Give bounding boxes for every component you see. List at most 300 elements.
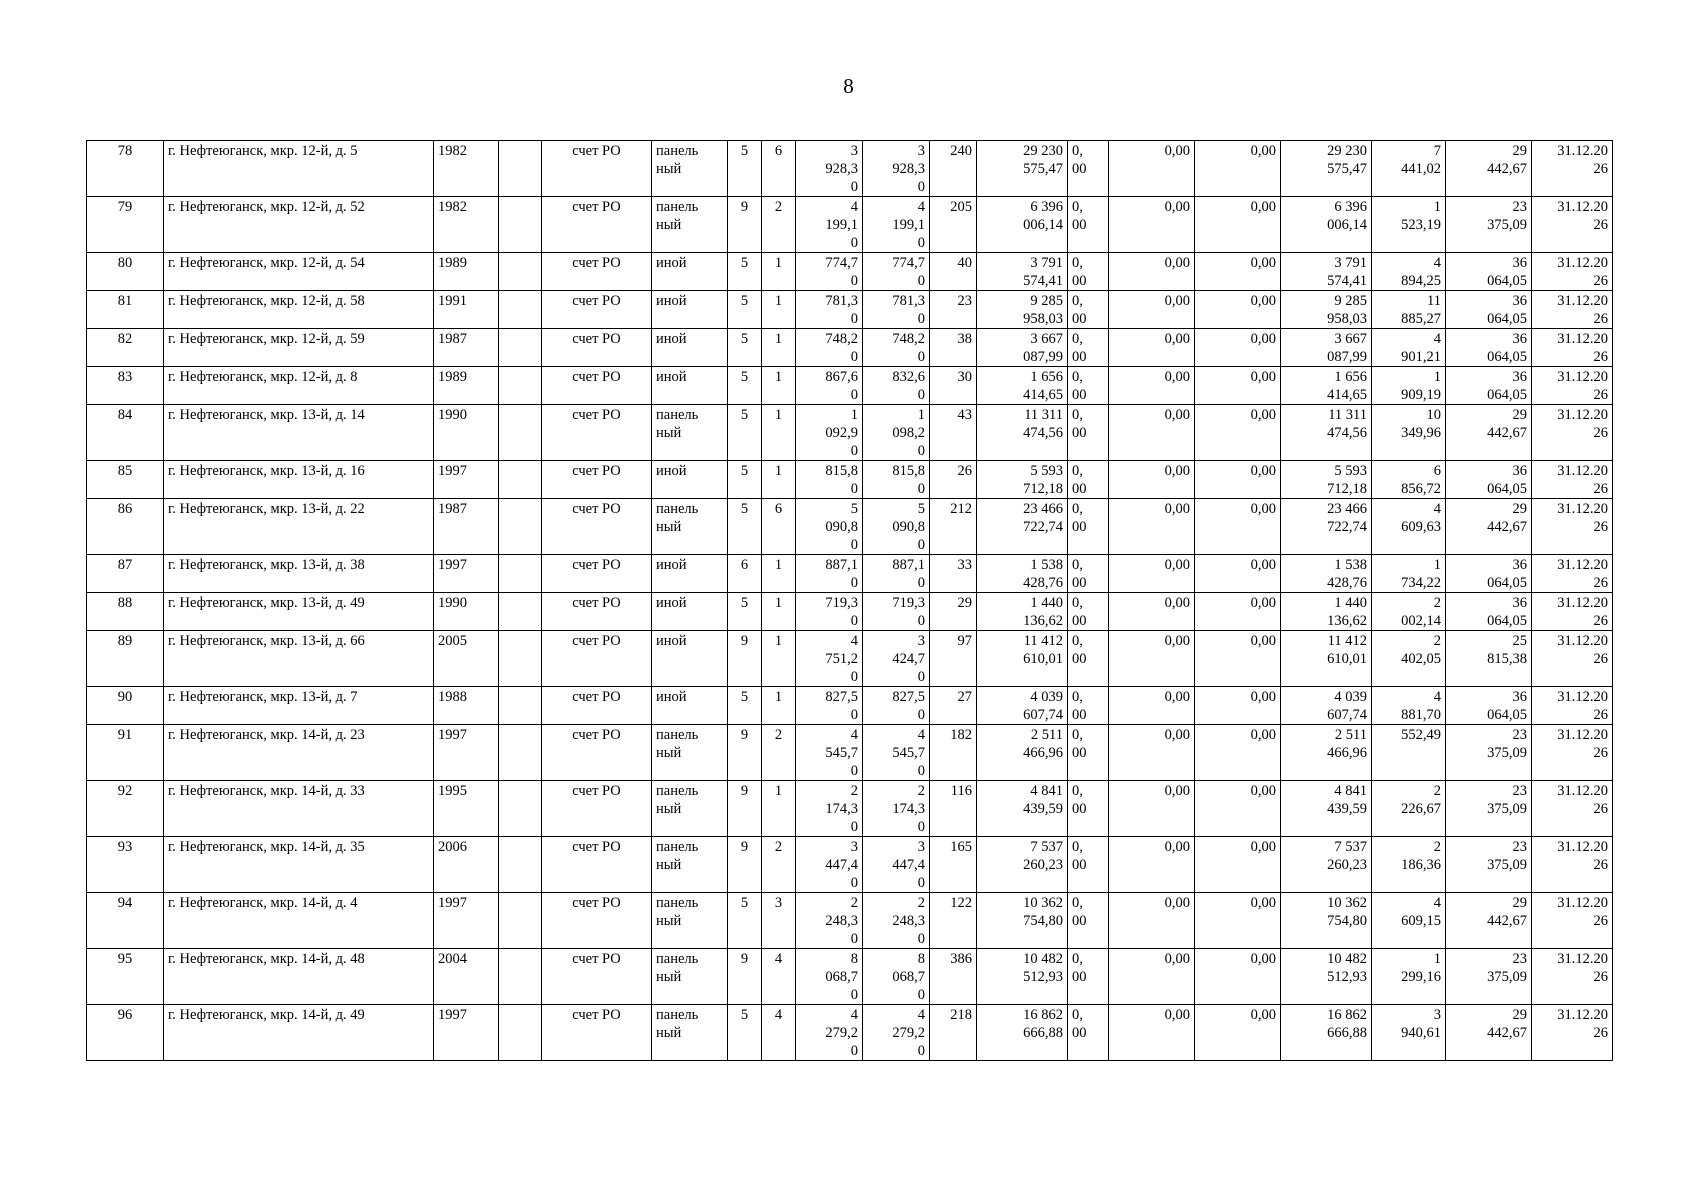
cell-budget-value-2: 0,00 [1195, 197, 1281, 253]
cell-budget-value-1: 0,00 [1109, 631, 1195, 687]
cell-premises-area: 832,6 0 [863, 367, 930, 405]
cell-row-number: 92 [87, 781, 164, 837]
cell-fund-account: счет РО [542, 555, 652, 593]
cell-subsidy-value: 0, 00 [1068, 555, 1109, 593]
cell-empty-cell [499, 593, 542, 631]
cell-residents: 43 [930, 405, 977, 461]
cell-subsidy-value: 0, 00 [1068, 367, 1109, 405]
cell-wall-material: панель ный [652, 781, 728, 837]
cell-premises-area: 774,7 0 [863, 253, 930, 291]
cell-entrances: 2 [762, 725, 796, 781]
cell-empty-cell [499, 725, 542, 781]
cell-owner-funds: 10 482 512,93 [1281, 949, 1372, 1005]
cell-empty-cell [499, 1005, 542, 1061]
cell-budget-value-2: 0,00 [1195, 593, 1281, 631]
cell-empty-cell [499, 687, 542, 725]
cell-row-number: 86 [87, 499, 164, 555]
cell-premises-area: 4 545,7 0 [863, 725, 930, 781]
cell-total-area: 867,6 0 [796, 367, 863, 405]
cell-build-year: 1991 [434, 291, 499, 329]
cell-total-area: 781,3 0 [796, 291, 863, 329]
cell-entrances: 3 [762, 893, 796, 949]
cell-budget-value-2: 0,00 [1195, 1005, 1281, 1061]
cell-budget-value-2: 0,00 [1195, 461, 1281, 499]
cell-completion-date: 31.12.20 26 [1532, 893, 1613, 949]
table-row [87, 555, 1613, 593]
cell-row-number: 81 [87, 291, 164, 329]
cell-unit-cost: 2 002,14 [1372, 593, 1446, 631]
cell-budget-value-2: 0,00 [1195, 329, 1281, 367]
cell-unit-cost: 1 299,16 [1372, 949, 1446, 1005]
cell-build-year: 1990 [434, 593, 499, 631]
cell-empty-cell [499, 197, 542, 253]
cell-completion-date: 31.12.20 26 [1532, 837, 1613, 893]
cell-subsidy-value: 0, 00 [1068, 329, 1109, 367]
cell-wall-material: иной [652, 329, 728, 367]
cell-completion-date: 31.12.20 26 [1532, 631, 1613, 687]
cell-total-area: 4 545,7 0 [796, 725, 863, 781]
cell-total-area: 774,7 0 [796, 253, 863, 291]
cell-entrances: 1 [762, 405, 796, 461]
table-row [87, 949, 1613, 1005]
cell-owner-funds: 10 362 754,80 [1281, 893, 1372, 949]
cell-row-number: 82 [87, 329, 164, 367]
cell-budget-value-1: 0,00 [1109, 329, 1195, 367]
cell-budget-value-1: 0,00 [1109, 781, 1195, 837]
cell-residents: 97 [930, 631, 977, 687]
cell-owner-funds: 23 466 722,74 [1281, 499, 1372, 555]
housing-table [86, 140, 1613, 1061]
cell-address: г. Нефтеюганск, мкр. 13-й, д. 14 [164, 405, 434, 461]
cell-build-year: 1982 [434, 141, 499, 197]
cell-row-number: 84 [87, 405, 164, 461]
cell-subsidy-value: 0, 00 [1068, 197, 1109, 253]
cell-total-area: 4 751,2 0 [796, 631, 863, 687]
cell-residents: 122 [930, 893, 977, 949]
cell-address: г. Нефтеюганск, мкр. 14-й, д. 33 [164, 781, 434, 837]
cell-subsidy-value: 0, 00 [1068, 499, 1109, 555]
cell-subsidy-value: 0, 00 [1068, 141, 1109, 197]
cell-total-cost: 1 656 414,65 [977, 367, 1068, 405]
cell-premises-area: 2 248,3 0 [863, 893, 930, 949]
cell-wall-material: панель ный [652, 1005, 728, 1061]
cell-address: г. Нефтеюганск, мкр. 13-й, д. 22 [164, 499, 434, 555]
cell-premises-area: 3 928,3 0 [863, 141, 930, 197]
cell-fund-account: счет РО [542, 461, 652, 499]
cell-subsidy-value: 0, 00 [1068, 405, 1109, 461]
cell-completion-date: 31.12.20 26 [1532, 949, 1613, 1005]
cell-owner-funds: 6 396 006,14 [1281, 197, 1372, 253]
cell-floors: 5 [728, 687, 762, 725]
cell-unit-cost: 552,49 [1372, 725, 1446, 781]
cell-total-cost: 6 396 006,14 [977, 197, 1068, 253]
cell-owner-funds: 1 538 428,76 [1281, 555, 1372, 593]
cell-owner-funds: 4 841 439,59 [1281, 781, 1372, 837]
cell-owner-funds: 11 311 474,56 [1281, 405, 1372, 461]
cell-budget-value-1: 0,00 [1109, 197, 1195, 253]
cell-subsidy-value: 0, 00 [1068, 253, 1109, 291]
cell-cost-limit: 36 064,05 [1446, 461, 1532, 499]
cell-premises-area: 3 424,7 0 [863, 631, 930, 687]
cell-subsidy-value: 0, 00 [1068, 893, 1109, 949]
cell-build-year: 1997 [434, 725, 499, 781]
cell-completion-date: 31.12.20 26 [1532, 725, 1613, 781]
table-row [87, 141, 1613, 197]
cell-completion-date: 31.12.20 26 [1532, 329, 1613, 367]
cell-budget-value-2: 0,00 [1195, 141, 1281, 197]
cell-residents: 26 [930, 461, 977, 499]
cell-floors: 5 [728, 329, 762, 367]
cell-empty-cell [499, 781, 542, 837]
cell-address: г. Нефтеюганск, мкр. 13-й, д. 66 [164, 631, 434, 687]
cell-address: г. Нефтеюганск, мкр. 13-й, д. 49 [164, 593, 434, 631]
cell-budget-value-1: 0,00 [1109, 593, 1195, 631]
cell-wall-material: иной [652, 291, 728, 329]
cell-row-number: 89 [87, 631, 164, 687]
cell-fund-account: счет РО [542, 1005, 652, 1061]
cell-address: г. Нефтеюганск, мкр. 13-й, д. 7 [164, 687, 434, 725]
cell-address: г. Нефтеюганск, мкр. 13-й, д. 38 [164, 555, 434, 593]
table-row [87, 291, 1613, 329]
cell-budget-value-1: 0,00 [1109, 405, 1195, 461]
cell-total-area: 3 928,3 0 [796, 141, 863, 197]
cell-total-area: 2 174,3 0 [796, 781, 863, 837]
cell-total-cost: 10 362 754,80 [977, 893, 1068, 949]
cell-floors: 9 [728, 949, 762, 1005]
cell-row-number: 94 [87, 893, 164, 949]
cell-owner-funds: 9 285 958,03 [1281, 291, 1372, 329]
cell-cost-limit: 29 442,67 [1446, 1005, 1532, 1061]
cell-unit-cost: 2 186,36 [1372, 837, 1446, 893]
cell-cost-limit: 36 064,05 [1446, 253, 1532, 291]
cell-unit-cost: 4 881,70 [1372, 687, 1446, 725]
cell-wall-material: панель ный [652, 725, 728, 781]
cell-cost-limit: 36 064,05 [1446, 329, 1532, 367]
cell-wall-material: иной [652, 367, 728, 405]
cell-address: г. Нефтеюганск, мкр. 14-й, д. 35 [164, 837, 434, 893]
cell-subsidy-value: 0, 00 [1068, 687, 1109, 725]
cell-cost-limit: 25 815,38 [1446, 631, 1532, 687]
cell-wall-material: панель ный [652, 405, 728, 461]
cell-subsidy-value: 0, 00 [1068, 1005, 1109, 1061]
cell-total-area: 8 068,7 0 [796, 949, 863, 1005]
cell-entrances: 6 [762, 141, 796, 197]
cell-empty-cell [499, 949, 542, 1005]
cell-budget-value-2: 0,00 [1195, 253, 1281, 291]
cell-address: г. Нефтеюганск, мкр. 14-й, д. 23 [164, 725, 434, 781]
cell-budget-value-1: 0,00 [1109, 555, 1195, 593]
cell-entrances: 1 [762, 253, 796, 291]
table-row [87, 253, 1613, 291]
cell-total-cost: 1 538 428,76 [977, 555, 1068, 593]
cell-empty-cell [499, 141, 542, 197]
cell-total-cost: 7 537 260,23 [977, 837, 1068, 893]
cell-owner-funds: 1 656 414,65 [1281, 367, 1372, 405]
cell-total-area: 1 092,9 0 [796, 405, 863, 461]
cell-address: г. Нефтеюганск, мкр. 12-й, д. 54 [164, 253, 434, 291]
table-row [87, 687, 1613, 725]
cell-subsidy-value: 0, 00 [1068, 631, 1109, 687]
cell-entrances: 1 [762, 461, 796, 499]
cell-premises-area: 887,1 0 [863, 555, 930, 593]
cell-total-area: 827,5 0 [796, 687, 863, 725]
cell-empty-cell [499, 499, 542, 555]
cell-floors: 9 [728, 197, 762, 253]
cell-subsidy-value: 0, 00 [1068, 781, 1109, 837]
cell-completion-date: 31.12.20 26 [1532, 781, 1613, 837]
cell-build-year: 1989 [434, 253, 499, 291]
cell-cost-limit: 36 064,05 [1446, 687, 1532, 725]
cell-owner-funds: 2 511 466,96 [1281, 725, 1372, 781]
cell-budget-value-1: 0,00 [1109, 141, 1195, 197]
cell-row-number: 95 [87, 949, 164, 1005]
cell-address: г. Нефтеюганск, мкр. 12-й, д. 58 [164, 291, 434, 329]
cell-total-cost: 5 593 712,18 [977, 461, 1068, 499]
cell-wall-material: иной [652, 631, 728, 687]
cell-row-number: 78 [87, 141, 164, 197]
cell-budget-value-1: 0,00 [1109, 893, 1195, 949]
cell-entrances: 1 [762, 555, 796, 593]
table-row [87, 725, 1613, 781]
cell-entrances: 2 [762, 197, 796, 253]
cell-completion-date: 31.12.20 26 [1532, 197, 1613, 253]
cell-wall-material: панель ный [652, 949, 728, 1005]
cell-row-number: 87 [87, 555, 164, 593]
cell-completion-date: 31.12.20 26 [1532, 687, 1613, 725]
cell-unit-cost: 4 894,25 [1372, 253, 1446, 291]
cell-empty-cell [499, 253, 542, 291]
cell-residents: 116 [930, 781, 977, 837]
cell-row-number: 85 [87, 461, 164, 499]
table-row [87, 837, 1613, 893]
cell-budget-value-2: 0,00 [1195, 555, 1281, 593]
cell-floors: 5 [728, 1005, 762, 1061]
cell-residents: 386 [930, 949, 977, 1005]
cell-premises-area: 815,8 0 [863, 461, 930, 499]
table-row [87, 329, 1613, 367]
cell-cost-limit: 23 375,09 [1446, 197, 1532, 253]
cell-wall-material: иной [652, 593, 728, 631]
cell-build-year: 1997 [434, 461, 499, 499]
cell-unit-cost: 6 856,72 [1372, 461, 1446, 499]
cell-unit-cost: 2 226,67 [1372, 781, 1446, 837]
cell-row-number: 91 [87, 725, 164, 781]
cell-row-number: 93 [87, 837, 164, 893]
cell-empty-cell [499, 461, 542, 499]
cell-budget-value-2: 0,00 [1195, 405, 1281, 461]
cell-subsidy-value: 0, 00 [1068, 461, 1109, 499]
cell-unit-cost: 10 349,96 [1372, 405, 1446, 461]
cell-row-number: 88 [87, 593, 164, 631]
cell-residents: 40 [930, 253, 977, 291]
cell-entrances: 6 [762, 499, 796, 555]
cell-budget-value-1: 0,00 [1109, 1005, 1195, 1061]
cell-entrances: 1 [762, 781, 796, 837]
cell-premises-area: 748,2 0 [863, 329, 930, 367]
cell-budget-value-1: 0,00 [1109, 837, 1195, 893]
cell-build-year: 1987 [434, 499, 499, 555]
cell-total-area: 748,2 0 [796, 329, 863, 367]
cell-fund-account: счет РО [542, 141, 652, 197]
table-row [87, 593, 1613, 631]
cell-wall-material: панель ный [652, 141, 728, 197]
table-row [87, 893, 1613, 949]
table-row [87, 499, 1613, 555]
cell-premises-area: 4 279,2 0 [863, 1005, 930, 1061]
cell-completion-date: 31.12.20 26 [1532, 499, 1613, 555]
cell-wall-material: панель ный [652, 499, 728, 555]
cell-address: г. Нефтеюганск, мкр. 12-й, д. 52 [164, 197, 434, 253]
cell-total-cost: 4 841 439,59 [977, 781, 1068, 837]
cell-total-area: 887,1 0 [796, 555, 863, 593]
cell-build-year: 1987 [434, 329, 499, 367]
cell-completion-date: 31.12.20 26 [1532, 291, 1613, 329]
cell-address: г. Нефтеюганск, мкр. 12-й, д. 8 [164, 367, 434, 405]
cell-entrances: 1 [762, 291, 796, 329]
cell-completion-date: 31.12.20 26 [1532, 1005, 1613, 1061]
cell-cost-limit: 29 442,67 [1446, 405, 1532, 461]
cell-floors: 9 [728, 781, 762, 837]
cell-entrances: 4 [762, 949, 796, 1005]
cell-total-cost: 2 511 466,96 [977, 725, 1068, 781]
cell-floors: 5 [728, 367, 762, 405]
cell-build-year: 1997 [434, 1005, 499, 1061]
cell-build-year: 2006 [434, 837, 499, 893]
cell-residents: 182 [930, 725, 977, 781]
table-row [87, 405, 1613, 461]
cell-empty-cell [499, 893, 542, 949]
cell-cost-limit: 23 375,09 [1446, 725, 1532, 781]
cell-premises-area: 4 199,1 0 [863, 197, 930, 253]
cell-fund-account: счет РО [542, 949, 652, 1005]
cell-empty-cell [499, 555, 542, 593]
cell-residents: 29 [930, 593, 977, 631]
cell-owner-funds: 7 537 260,23 [1281, 837, 1372, 893]
cell-fund-account: счет РО [542, 781, 652, 837]
cell-budget-value-2: 0,00 [1195, 631, 1281, 687]
cell-unit-cost: 4 901,21 [1372, 329, 1446, 367]
table-row [87, 781, 1613, 837]
cell-unit-cost: 1 734,22 [1372, 555, 1446, 593]
cell-residents: 240 [930, 141, 977, 197]
cell-cost-limit: 36 064,05 [1446, 555, 1532, 593]
cell-total-cost: 16 862 666,88 [977, 1005, 1068, 1061]
cell-unit-cost: 4 609,63 [1372, 499, 1446, 555]
table-row [87, 631, 1613, 687]
cell-budget-value-1: 0,00 [1109, 949, 1195, 1005]
cell-fund-account: счет РО [542, 197, 652, 253]
cell-completion-date: 31.12.20 26 [1532, 405, 1613, 461]
cell-premises-area: 5 090,8 0 [863, 499, 930, 555]
cell-row-number: 79 [87, 197, 164, 253]
cell-subsidy-value: 0, 00 [1068, 725, 1109, 781]
cell-residents: 23 [930, 291, 977, 329]
cell-total-cost: 11 311 474,56 [977, 405, 1068, 461]
cell-fund-account: счет РО [542, 893, 652, 949]
cell-subsidy-value: 0, 00 [1068, 837, 1109, 893]
cell-completion-date: 31.12.20 26 [1532, 461, 1613, 499]
cell-owner-funds: 5 593 712,18 [1281, 461, 1372, 499]
cell-residents: 27 [930, 687, 977, 725]
cell-total-area: 719,3 0 [796, 593, 863, 631]
cell-fund-account: счет РО [542, 725, 652, 781]
cell-entrances: 4 [762, 1005, 796, 1061]
cell-entrances: 1 [762, 687, 796, 725]
cell-cost-limit: 29 442,67 [1446, 141, 1532, 197]
cell-budget-value-1: 0,00 [1109, 367, 1195, 405]
cell-owner-funds: 3 791 574,41 [1281, 253, 1372, 291]
cell-fund-account: счет РО [542, 405, 652, 461]
cell-entrances: 1 [762, 631, 796, 687]
cell-empty-cell [499, 367, 542, 405]
cell-build-year: 1997 [434, 555, 499, 593]
table-row [87, 197, 1613, 253]
cell-entrances: 2 [762, 837, 796, 893]
cell-row-number: 96 [87, 1005, 164, 1061]
cell-wall-material: иной [652, 253, 728, 291]
cell-residents: 212 [930, 499, 977, 555]
cell-row-number: 90 [87, 687, 164, 725]
cell-empty-cell [499, 631, 542, 687]
cell-unit-cost: 1 909,19 [1372, 367, 1446, 405]
cell-residents: 165 [930, 837, 977, 893]
cell-total-area: 815,8 0 [796, 461, 863, 499]
cell-total-area: 2 248,3 0 [796, 893, 863, 949]
cell-completion-date: 31.12.20 26 [1532, 367, 1613, 405]
cell-address: г. Нефтеюганск, мкр. 12-й, д. 5 [164, 141, 434, 197]
cell-completion-date: 31.12.20 26 [1532, 555, 1613, 593]
cell-residents: 30 [930, 367, 977, 405]
cell-row-number: 83 [87, 367, 164, 405]
cell-budget-value-2: 0,00 [1195, 499, 1281, 555]
cell-completion-date: 31.12.20 26 [1532, 593, 1613, 631]
cell-address: г. Нефтеюганск, мкр. 14-й, д. 4 [164, 893, 434, 949]
cell-fund-account: счет РО [542, 593, 652, 631]
cell-budget-value-2: 0,00 [1195, 367, 1281, 405]
cell-build-year: 2005 [434, 631, 499, 687]
cell-build-year: 1989 [434, 367, 499, 405]
cell-wall-material: иной [652, 555, 728, 593]
cell-cost-limit: 29 442,67 [1446, 893, 1532, 949]
cell-build-year: 1988 [434, 687, 499, 725]
cell-residents: 205 [930, 197, 977, 253]
cell-fund-account: счет РО [542, 253, 652, 291]
cell-premises-area: 1 098,2 0 [863, 405, 930, 461]
cell-subsidy-value: 0, 00 [1068, 949, 1109, 1005]
cell-total-area: 4 279,2 0 [796, 1005, 863, 1061]
cell-cost-limit: 36 064,05 [1446, 593, 1532, 631]
cell-wall-material: панель ный [652, 837, 728, 893]
cell-budget-value-2: 0,00 [1195, 781, 1281, 837]
cell-floors: 5 [728, 893, 762, 949]
cell-cost-limit: 36 064,05 [1446, 291, 1532, 329]
cell-fund-account: счет РО [542, 291, 652, 329]
cell-unit-cost: 11 885,27 [1372, 291, 1446, 329]
cell-total-cost: 9 285 958,03 [977, 291, 1068, 329]
cell-build-year: 1990 [434, 405, 499, 461]
cell-completion-date: 31.12.20 26 [1532, 253, 1613, 291]
cell-build-year: 1995 [434, 781, 499, 837]
cell-premises-area: 781,3 0 [863, 291, 930, 329]
cell-total-cost: 3 791 574,41 [977, 253, 1068, 291]
cell-row-number: 80 [87, 253, 164, 291]
cell-wall-material: иной [652, 461, 728, 499]
cell-empty-cell [499, 329, 542, 367]
cell-cost-limit: 29 442,67 [1446, 499, 1532, 555]
cell-residents: 218 [930, 1005, 977, 1061]
cell-owner-funds: 4 039 607,74 [1281, 687, 1372, 725]
cell-floors: 9 [728, 837, 762, 893]
